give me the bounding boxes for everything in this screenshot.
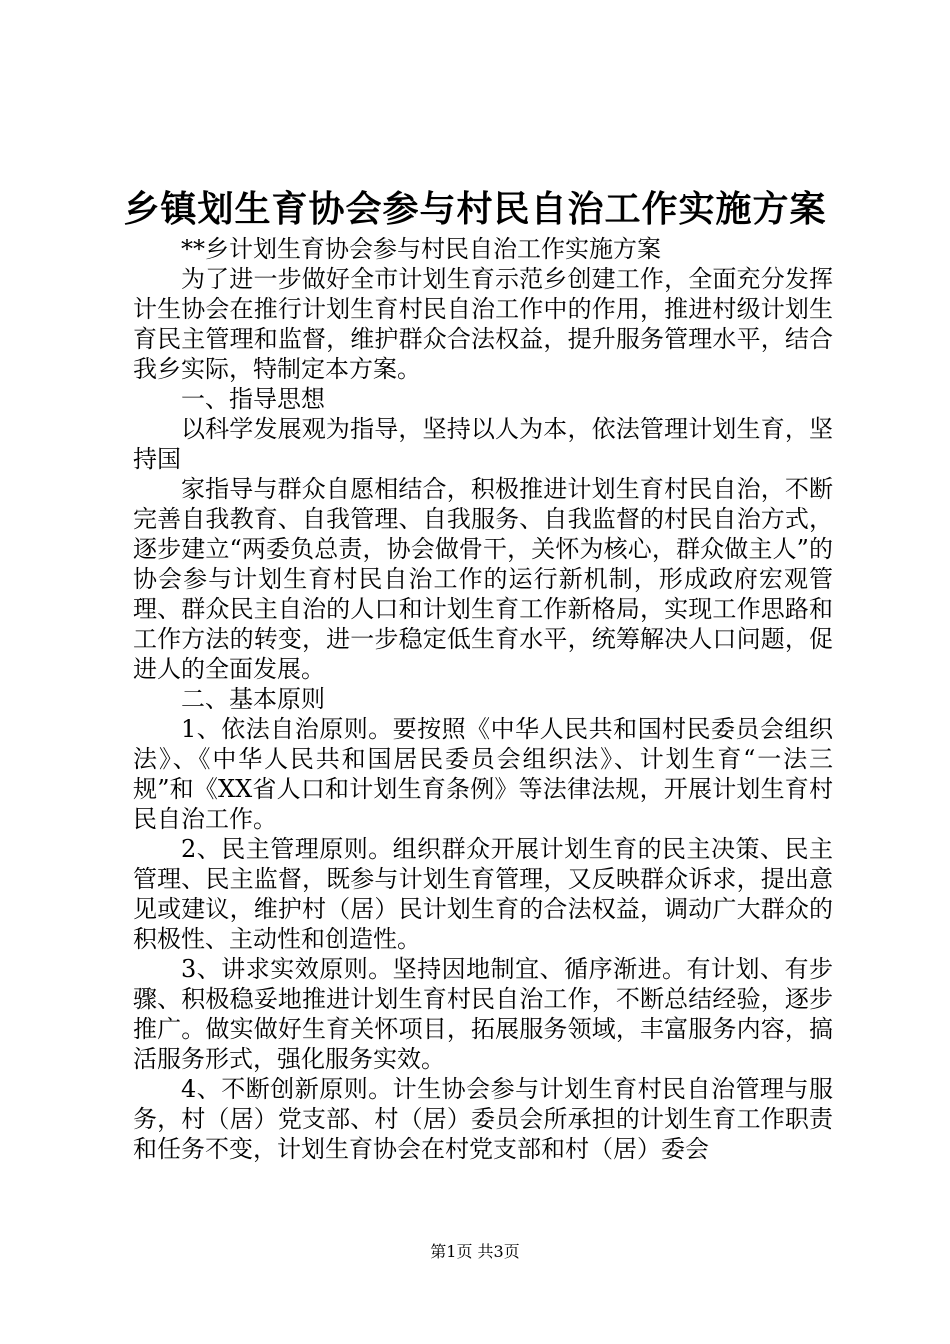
- principle-3-paragraph: 3、讲求实效原则。坚持因地制宜、循序渐进。有计划、有步骤、积极稳妥地推进计划生育村民自治工作，不断总结经验，逐步推广。做实做好生育关怀项目，拓展服务领域，丰富服务内容，搞活服务形式，强化服务实效。: [133, 955, 833, 1073]
- page-indicator: 第1页 共3页: [430, 1242, 520, 1261]
- subtitle-paragraph: **乡计划生育协会参与村民自治工作实施方案: [181, 235, 661, 263]
- document-title: 乡镇划生育协会参与村民自治工作实施方案: [123, 188, 827, 230]
- guiding-ideology-paragraph-2: 家指导与群众自愿相结合，积极推进计划生育村民自治，不断完善自我教育、自我管理、自我服务、自我监督的村民自治方式，逐步建立“两委负总责，协会做骨干，关怀为核心，群众做主人”的协会参与计划生育村民自治工作的运行新机制，形成政府宏观管理、群众民主自治的人口和计划生育工作新格局，实现工作思路和工作方法的转变，进一步稳定低生育水平，统筹解决人口问题，促进人的全面发展。: [133, 475, 833, 683]
- principle-4-paragraph: 4、不断创新原则。计生协会参与计划生育村民自治管理与服务，村（居）党支部、村（居）委员会所承担的计划生育工作职责和任务不变，计划生育协会在村党支部和村（居）委会: [133, 1075, 833, 1163]
- intro-paragraph: 为了进一步做好全市计划生育示范乡创建工作，全面充分发挥计生协会在推行计划生育村民自治工作中的作用，推进村级计划生育民主管理和监督，维护群众合法权益，提升服务管理水平，结合我乡实际，特制定本方案。: [133, 265, 833, 383]
- principle-1-paragraph: 1、依法自治原则。要按照《中华人民共和国村民委员会组织法》、《中华人民共和国居民委员会组织法》、计划生育“一法三规”和《XX省人口和计划生育条例》等法律法规，开展计划生育村民自治工作。: [133, 715, 833, 833]
- section-heading-guiding-ideology: 一、指导思想: [181, 385, 325, 413]
- principle-2-paragraph: 2、民主管理原则。组织群众开展计划生育的民主决策、民主管理、民主监督，既参与计划生育管理，又反映群众诉求，提出意见或建议，维护村（居）民计划生育的合法权益，调动广大群众的积极性、主动性和创造性。: [133, 835, 833, 953]
- document-body: [133, 234, 833, 1164]
- page-footer: [0, 1240, 950, 1264]
- guiding-ideology-paragraph-1: 以科学发展观为指导，坚持以人为本，依法管理计划生育，坚持国: [133, 415, 833, 473]
- section-heading-basic-principles: 二、基本原则: [181, 685, 325, 713]
